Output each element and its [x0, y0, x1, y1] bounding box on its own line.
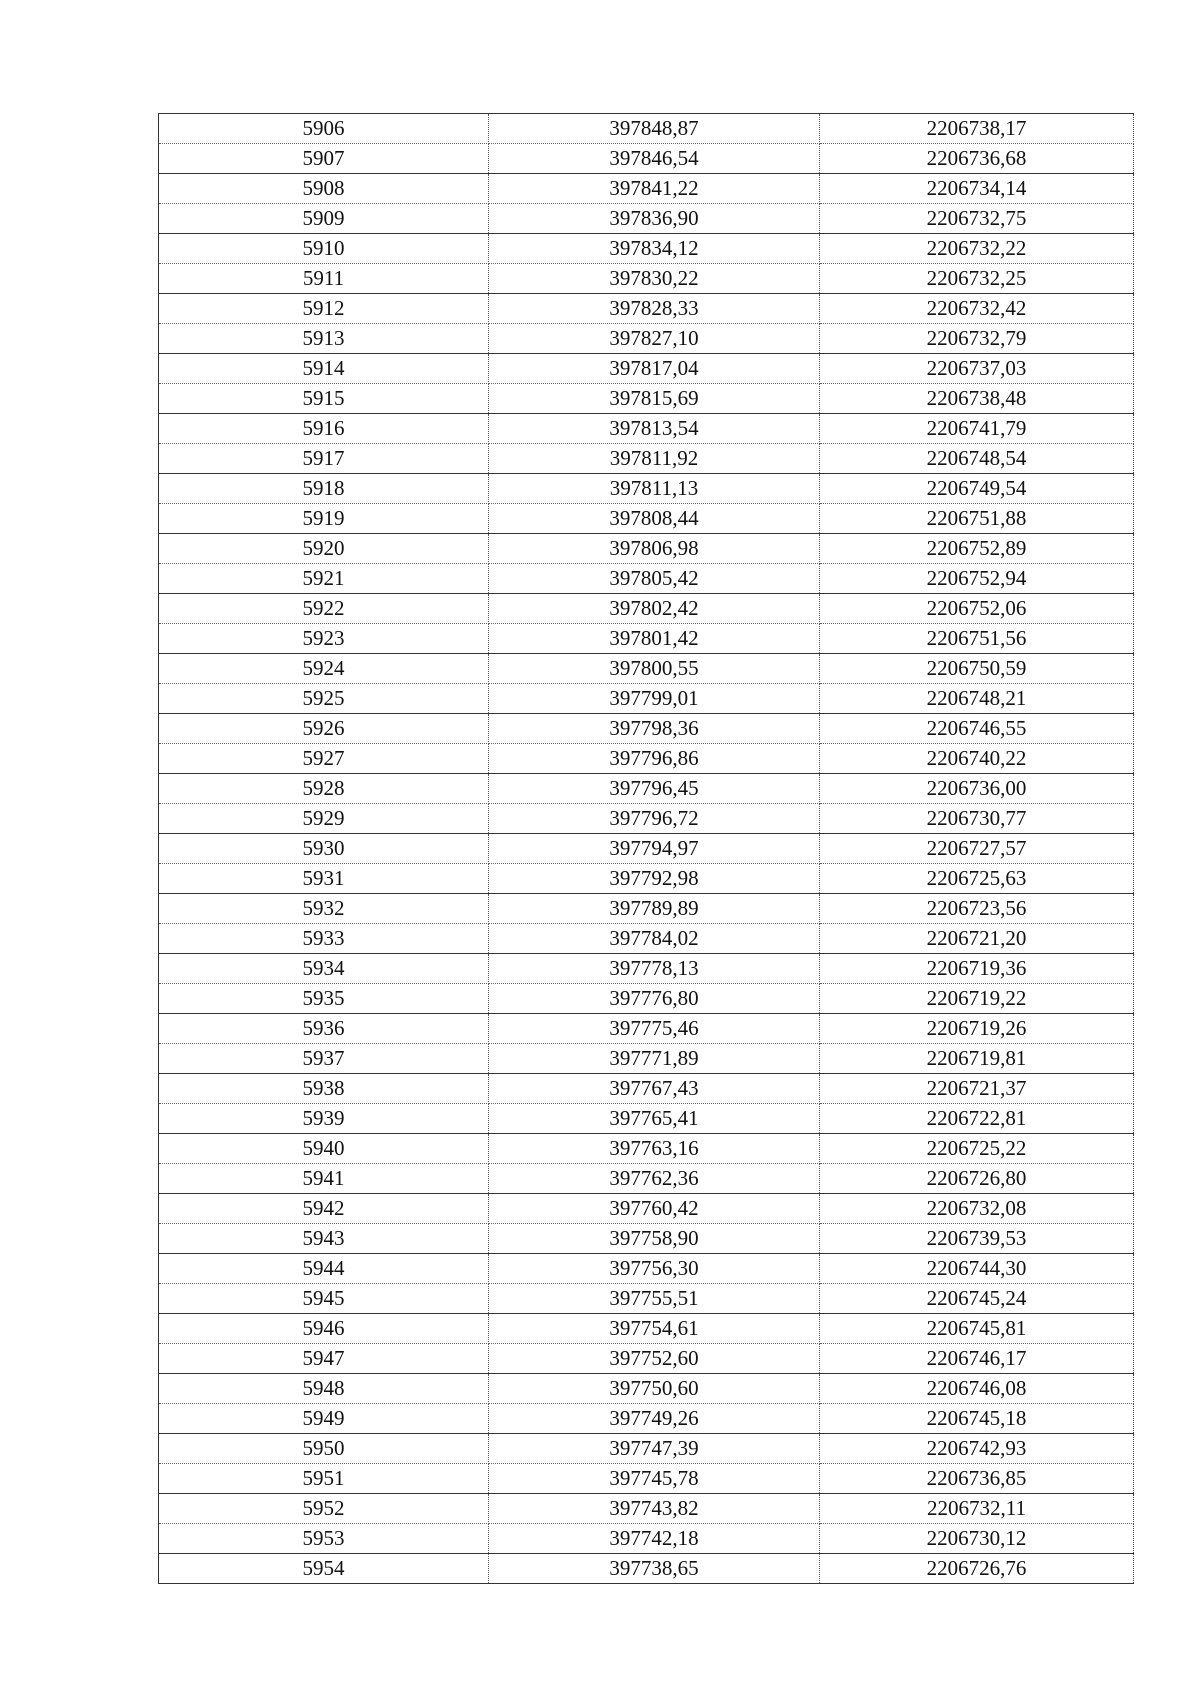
x-coordinate-cell: 397805,42: [489, 564, 820, 594]
point-number-cell: 5933: [159, 924, 489, 954]
table-row: [159, 1494, 1134, 1524]
table-row: [159, 1194, 1134, 1224]
point-number-cell: 5938: [159, 1074, 489, 1104]
point-number-cell: 5943: [159, 1224, 489, 1254]
table-row: [159, 1404, 1134, 1434]
y-coordinate-cell: 2206751,56: [820, 624, 1134, 654]
x-coordinate-cell: 397760,42: [489, 1194, 820, 1224]
table-row: [159, 834, 1134, 864]
point-number-cell: 5911: [159, 264, 489, 294]
point-number-cell: 5954: [159, 1554, 489, 1584]
x-coordinate-cell: 397827,10: [489, 324, 820, 354]
point-number-cell: 5922: [159, 594, 489, 624]
table-row: [159, 1464, 1134, 1494]
table-row: [159, 294, 1134, 324]
table-row: [159, 384, 1134, 414]
y-coordinate-cell: 2206745,24: [820, 1284, 1134, 1314]
y-coordinate-cell: 2206726,76: [820, 1554, 1134, 1584]
y-coordinate-cell: 2206727,57: [820, 834, 1134, 864]
y-coordinate-cell: 2206725,63: [820, 864, 1134, 894]
point-number-cell: 5927: [159, 744, 489, 774]
y-coordinate-cell: 2206740,22: [820, 744, 1134, 774]
point-number-cell: 5928: [159, 774, 489, 804]
x-coordinate-cell: 397776,80: [489, 984, 820, 1014]
table-row: [159, 414, 1134, 444]
table-row: [159, 444, 1134, 474]
point-number-cell: 5942: [159, 1194, 489, 1224]
x-coordinate-cell: 397758,90: [489, 1224, 820, 1254]
table-row: [159, 594, 1134, 624]
x-coordinate-cell: 397796,86: [489, 744, 820, 774]
point-number-cell: 5939: [159, 1104, 489, 1134]
point-number-cell: 5935: [159, 984, 489, 1014]
table-row: [159, 144, 1134, 174]
x-coordinate-cell: 397765,41: [489, 1104, 820, 1134]
table-row: [159, 684, 1134, 714]
table-row: [159, 1284, 1134, 1314]
x-coordinate-cell: 397801,42: [489, 624, 820, 654]
x-coordinate-cell: 397815,69: [489, 384, 820, 414]
y-coordinate-cell: 2206732,75: [820, 204, 1134, 234]
y-coordinate-cell: 2206721,37: [820, 1074, 1134, 1104]
table-row: [159, 1104, 1134, 1134]
point-number-cell: 5917: [159, 444, 489, 474]
y-coordinate-cell: 2206730,77: [820, 804, 1134, 834]
point-number-cell: 5940: [159, 1134, 489, 1164]
point-number-cell: 5936: [159, 1014, 489, 1044]
table-row: [159, 1434, 1134, 1464]
y-coordinate-cell: 2206746,17: [820, 1344, 1134, 1374]
x-coordinate-cell: 397808,44: [489, 504, 820, 534]
point-number-cell: 5953: [159, 1524, 489, 1554]
table-row: [159, 1314, 1134, 1344]
point-number-cell: 5950: [159, 1434, 489, 1464]
x-coordinate-cell: 397747,39: [489, 1434, 820, 1464]
y-coordinate-cell: 2206737,03: [820, 354, 1134, 384]
x-coordinate-cell: 397830,22: [489, 264, 820, 294]
table-row: [159, 1554, 1134, 1584]
table-row: [159, 804, 1134, 834]
table-row: [159, 984, 1134, 1014]
x-coordinate-cell: 397834,12: [489, 234, 820, 264]
table-row: [159, 654, 1134, 684]
point-number-cell: 5932: [159, 894, 489, 924]
table-row: [159, 1224, 1134, 1254]
y-coordinate-cell: 2206749,54: [820, 474, 1134, 504]
y-coordinate-cell: 2206752,06: [820, 594, 1134, 624]
y-coordinate-cell: 2206732,25: [820, 264, 1134, 294]
y-coordinate-cell: 2206746,08: [820, 1374, 1134, 1404]
y-coordinate-cell: 2206721,20: [820, 924, 1134, 954]
table-row: [159, 114, 1134, 144]
x-coordinate-cell: 397789,89: [489, 894, 820, 924]
table-row: [159, 204, 1134, 234]
y-coordinate-cell: 2206722,81: [820, 1104, 1134, 1134]
table-row: [159, 1254, 1134, 1284]
point-number-cell: 5910: [159, 234, 489, 264]
y-coordinate-cell: 2206726,80: [820, 1164, 1134, 1194]
table-row: [159, 264, 1134, 294]
point-number-cell: 5951: [159, 1464, 489, 1494]
table-row: [159, 774, 1134, 804]
point-number-cell: 5937: [159, 1044, 489, 1074]
point-number-cell: 5947: [159, 1344, 489, 1374]
x-coordinate-cell: 397754,61: [489, 1314, 820, 1344]
point-number-cell: 5926: [159, 714, 489, 744]
y-coordinate-cell: 2206734,14: [820, 174, 1134, 204]
table-row: [159, 1074, 1134, 1104]
x-coordinate-cell: 397800,55: [489, 654, 820, 684]
coordinates-table: [158, 113, 1134, 1584]
x-coordinate-cell: 397763,16: [489, 1134, 820, 1164]
point-number-cell: 5948: [159, 1374, 489, 1404]
x-coordinate-cell: 397841,22: [489, 174, 820, 204]
x-coordinate-cell: 397811,13: [489, 474, 820, 504]
y-coordinate-cell: 2206750,59: [820, 654, 1134, 684]
table-row: [159, 924, 1134, 954]
x-coordinate-cell: 397817,04: [489, 354, 820, 384]
y-coordinate-cell: 2206732,11: [820, 1494, 1134, 1524]
x-coordinate-cell: 397846,54: [489, 144, 820, 174]
y-coordinate-cell: 2206719,36: [820, 954, 1134, 984]
point-number-cell: 5907: [159, 144, 489, 174]
table-row: [159, 864, 1134, 894]
y-coordinate-cell: 2206723,56: [820, 894, 1134, 924]
x-coordinate-cell: 397778,13: [489, 954, 820, 984]
point-number-cell: 5924: [159, 654, 489, 684]
x-coordinate-cell: 397802,42: [489, 594, 820, 624]
table-row: [159, 894, 1134, 924]
point-number-cell: 5913: [159, 324, 489, 354]
table-row: [159, 624, 1134, 654]
point-number-cell: 5918: [159, 474, 489, 504]
y-coordinate-cell: 2206745,18: [820, 1404, 1134, 1434]
point-number-cell: 5912: [159, 294, 489, 324]
x-coordinate-cell: 397743,82: [489, 1494, 820, 1524]
table-row: [159, 1374, 1134, 1404]
y-coordinate-cell: 2206741,79: [820, 414, 1134, 444]
table-row: [159, 1344, 1134, 1374]
y-coordinate-cell: 2206746,55: [820, 714, 1134, 744]
point-number-cell: 5919: [159, 504, 489, 534]
point-number-cell: 5925: [159, 684, 489, 714]
table-row: [159, 1164, 1134, 1194]
x-coordinate-cell: 397848,87: [489, 114, 820, 144]
x-coordinate-cell: 397798,36: [489, 714, 820, 744]
table-row: [159, 1524, 1134, 1554]
table-row: [159, 324, 1134, 354]
x-coordinate-cell: 397742,18: [489, 1524, 820, 1554]
x-coordinate-cell: 397796,72: [489, 804, 820, 834]
table-row: [159, 1134, 1134, 1164]
x-coordinate-cell: 397813,54: [489, 414, 820, 444]
point-number-cell: 5915: [159, 384, 489, 414]
y-coordinate-cell: 2206738,17: [820, 114, 1134, 144]
x-coordinate-cell: 397806,98: [489, 534, 820, 564]
point-number-cell: 5949: [159, 1404, 489, 1434]
point-number-cell: 5952: [159, 1494, 489, 1524]
y-coordinate-cell: 2206745,81: [820, 1314, 1134, 1344]
x-coordinate-cell: 397794,97: [489, 834, 820, 864]
point-number-cell: 5908: [159, 174, 489, 204]
point-number-cell: 5923: [159, 624, 489, 654]
table-row: [159, 744, 1134, 774]
y-coordinate-cell: 2206719,26: [820, 1014, 1134, 1044]
y-coordinate-cell: 2206742,93: [820, 1434, 1134, 1464]
table-row: [159, 174, 1134, 204]
x-coordinate-cell: 397828,33: [489, 294, 820, 324]
point-number-cell: 5906: [159, 114, 489, 144]
x-coordinate-cell: 397745,78: [489, 1464, 820, 1494]
table-row: [159, 1014, 1134, 1044]
point-number-cell: 5946: [159, 1314, 489, 1344]
y-coordinate-cell: 2206732,42: [820, 294, 1134, 324]
point-number-cell: 5909: [159, 204, 489, 234]
x-coordinate-cell: 397767,43: [489, 1074, 820, 1104]
table-row: [159, 714, 1134, 744]
y-coordinate-cell: 2206736,85: [820, 1464, 1134, 1494]
y-coordinate-cell: 2206738,48: [820, 384, 1134, 414]
y-coordinate-cell: 2206732,08: [820, 1194, 1134, 1224]
y-coordinate-cell: 2206744,30: [820, 1254, 1134, 1284]
table-row: [159, 534, 1134, 564]
x-coordinate-cell: 397784,02: [489, 924, 820, 954]
coordinates-table-body: [159, 114, 1134, 1584]
x-coordinate-cell: 397756,30: [489, 1254, 820, 1284]
x-coordinate-cell: 397792,98: [489, 864, 820, 894]
table-row: [159, 234, 1134, 264]
y-coordinate-cell: 2206719,81: [820, 1044, 1134, 1074]
point-number-cell: 5931: [159, 864, 489, 894]
y-coordinate-cell: 2206732,22: [820, 234, 1134, 264]
y-coordinate-cell: 2206732,79: [820, 324, 1134, 354]
point-number-cell: 5944: [159, 1254, 489, 1284]
x-coordinate-cell: 397752,60: [489, 1344, 820, 1374]
y-coordinate-cell: 2206739,53: [820, 1224, 1134, 1254]
y-coordinate-cell: 2206752,94: [820, 564, 1134, 594]
y-coordinate-cell: 2206736,68: [820, 144, 1134, 174]
x-coordinate-cell: 397811,92: [489, 444, 820, 474]
point-number-cell: 5934: [159, 954, 489, 984]
y-coordinate-cell: 2206719,22: [820, 984, 1134, 1014]
table-row: [159, 474, 1134, 504]
x-coordinate-cell: 397775,46: [489, 1014, 820, 1044]
point-number-cell: 5916: [159, 414, 489, 444]
table-row: [159, 954, 1134, 984]
x-coordinate-cell: 397762,36: [489, 1164, 820, 1194]
x-coordinate-cell: 397749,26: [489, 1404, 820, 1434]
y-coordinate-cell: 2206748,54: [820, 444, 1134, 474]
point-number-cell: 5941: [159, 1164, 489, 1194]
x-coordinate-cell: 397796,45: [489, 774, 820, 804]
x-coordinate-cell: 397750,60: [489, 1374, 820, 1404]
y-coordinate-cell: 2206752,89: [820, 534, 1134, 564]
x-coordinate-cell: 397755,51: [489, 1284, 820, 1314]
y-coordinate-cell: 2206730,12: [820, 1524, 1134, 1554]
table-row: [159, 564, 1134, 594]
y-coordinate-cell: 2206725,22: [820, 1134, 1134, 1164]
x-coordinate-cell: 397799,01: [489, 684, 820, 714]
y-coordinate-cell: 2206751,88: [820, 504, 1134, 534]
point-number-cell: 5914: [159, 354, 489, 384]
y-coordinate-cell: 2206748,21: [820, 684, 1134, 714]
y-coordinate-cell: 2206736,00: [820, 774, 1134, 804]
point-number-cell: 5930: [159, 834, 489, 864]
x-coordinate-cell: 397738,65: [489, 1554, 820, 1584]
table-row: [159, 504, 1134, 534]
x-coordinate-cell: 397836,90: [489, 204, 820, 234]
point-number-cell: 5945: [159, 1284, 489, 1314]
point-number-cell: 5920: [159, 534, 489, 564]
point-number-cell: 5921: [159, 564, 489, 594]
point-number-cell: 5929: [159, 804, 489, 834]
x-coordinate-cell: 397771,89: [489, 1044, 820, 1074]
table-row: [159, 354, 1134, 384]
table-row: [159, 1044, 1134, 1074]
